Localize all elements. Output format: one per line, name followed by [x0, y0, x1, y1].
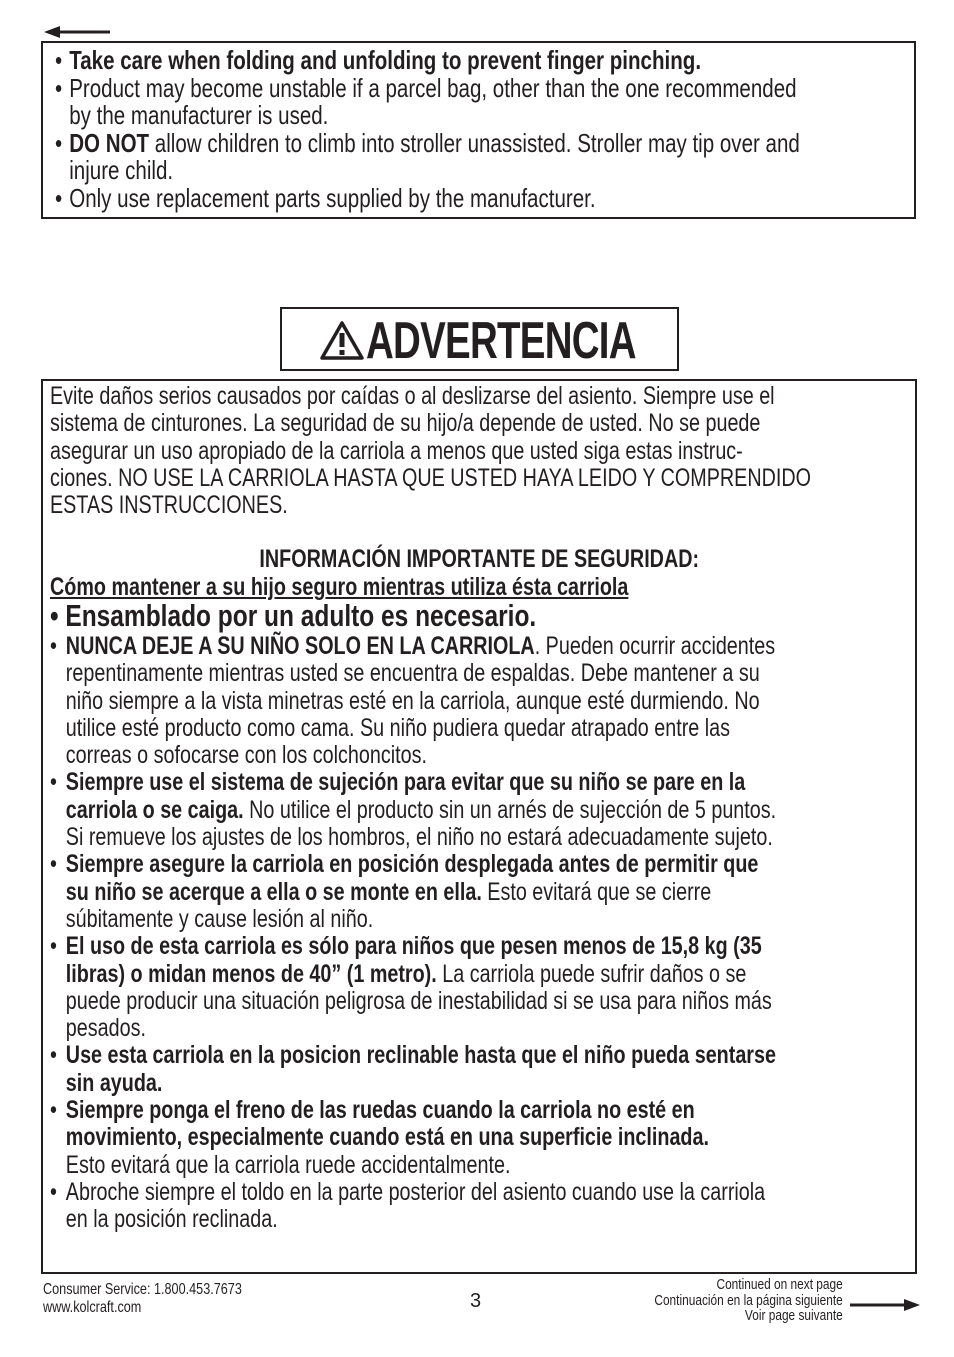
rule-line — [66, 1206, 776, 1233]
rule-text: La carriola puede sufrir daños o se — [436, 959, 747, 988]
intro-line: asegurar un uso apropiado de la carriola a menos que usted siga estas instruc- — [50, 436, 743, 465]
item-bold: Take care when folding and unfolding to prevent finger pinching. — [69, 45, 702, 75]
rule-line — [66, 1015, 776, 1042]
rule-text: Abroche siempre el toldo en la parte posterior del asiento cuando use la carriola — [65, 1177, 766, 1206]
advertencia-heading — [280, 307, 679, 371]
rule-text: en la posición reclinada. — [65, 1205, 278, 1234]
continued-line: Continuación en la página siguiente — [654, 1292, 843, 1309]
item-line — [69, 182, 929, 213]
rule-line — [66, 879, 776, 906]
rule-bold: movimiento, especialmente cuando está en una superficie inclinada. — [65, 1123, 709, 1152]
continued-line: Voir page suivante — [745, 1308, 843, 1324]
rule-line — [66, 906, 776, 933]
intro-line: Evite daños serios causados por caídas o al deslizarse del asiento. Siempre use el — [50, 382, 775, 410]
intro-line: ciones. NO USE LA CARRIOLA HASTA QUE USTED HAYA LEIDO Y COMPRENDIDO — [50, 463, 811, 492]
intro-line: ESTAS INSTRUCCIONES. — [50, 491, 288, 520]
rule-line — [66, 933, 776, 960]
rule-text: niño siempre a la vista minetras esté en la carriola, aunque esté durmiendo. No — [65, 686, 760, 715]
rule-line — [66, 824, 776, 851]
consumer-service: Consumer Service: 1.800.453.7673 — [43, 1281, 242, 1298]
continued-line: Continued on next page — [716, 1277, 843, 1293]
heading-title: ADVERTENCIA — [366, 312, 636, 370]
main-warning-box — [41, 379, 917, 1274]
rule-bold: NUNCA DEJE A SU NIÑO SOLO EN LA CARRIOLA — [65, 632, 535, 660]
top-warning-box — [41, 41, 916, 219]
rule-line — [66, 1124, 776, 1151]
rule-text: Esto evitará que se cierre — [481, 877, 712, 906]
item-line — [69, 47, 929, 75]
top-warning-item — [55, 127, 929, 185]
intro-line: sistema de cinturones. La seguridad de su hijo/a depende de usted. No se puede — [50, 409, 761, 438]
rule-bold: libras) o midan menos de 40” (1 metro). — [65, 959, 437, 988]
rule-text: . Pueden ocurrir accidentes — [534, 632, 776, 660]
bullet-icon: • — [50, 1041, 57, 1070]
rule-line — [66, 797, 776, 824]
rule-bold: sin ayuda. — [65, 1068, 163, 1097]
top-warning-list — [55, 47, 915, 212]
rule-bold: Siempre use el sistema de sujeción para evitar que su niño se pare en la — [65, 768, 746, 797]
rule-bold: Siempre asegure la carriola en posición desplegada antes de permitir que — [65, 850, 759, 879]
bullet-icon: • — [50, 768, 57, 797]
item-bold: DO NOT — [69, 127, 150, 158]
rule-text: No utilice el producto sin un arnés de sujección de 5 puntos. — [243, 795, 777, 824]
bullet-icon: • — [55, 45, 63, 75]
rule-text: Si remueve los ajustes de los hombros, el niño no estará adecuadamente sujeto. — [65, 823, 773, 852]
item-line: injure child. — [69, 155, 174, 185]
rule-line — [66, 1179, 776, 1206]
top-warning-item — [55, 47, 929, 75]
rule-text: Esto evitará que la carriola ruede accidentalmente. — [65, 1150, 511, 1179]
item-text: allow children to climb into stroller unassisted. Stroller may tip over and — [149, 127, 800, 158]
rule-line — [66, 1042, 776, 1069]
rule-line — [66, 988, 776, 1015]
safety-rule — [50, 1042, 776, 1097]
bullet-icon: • — [50, 632, 57, 660]
rule-line — [66, 633, 776, 660]
rule-text: utilice esté producto como cama. Su niño pudiera quedar atrapado entre las — [65, 713, 731, 742]
assembly-note: • Ensamblado por un adulto es necesario. — [50, 598, 537, 633]
bullet-icon: • — [50, 932, 57, 961]
item-text: Product may become unstable if a parcel bag, other than the one recommended — [69, 72, 797, 103]
safety-rules-list — [50, 633, 776, 1234]
item-line: by the manufacturer is used. — [69, 100, 329, 130]
left-arrow-icon — [44, 24, 110, 40]
rule-line — [66, 660, 776, 687]
safety-rule — [50, 1097, 776, 1179]
safety-rule — [50, 633, 776, 769]
safety-rule — [50, 769, 776, 851]
rule-text: repentinamente mientras usted se encuentra de espaldas. Debe mantener a su — [65, 659, 760, 688]
rule-text: correas o sofocarse con los colchoncitos. — [65, 741, 427, 770]
info-subtitle: Cómo mantener a su hijo seguro mientras utiliza ésta carriola — [50, 573, 629, 601]
bullet-icon: • — [50, 1096, 57, 1125]
safety-rule — [50, 933, 776, 1042]
bullet-icon: • — [55, 127, 63, 158]
rule-line — [66, 1097, 776, 1124]
page-number: 3 — [470, 1290, 482, 1312]
item-line — [69, 127, 929, 158]
top-warning-item — [55, 72, 929, 130]
rule-line — [66, 961, 776, 988]
rule-bold: carriola o se caiga. — [65, 795, 244, 824]
bullet-icon: • — [50, 1177, 57, 1206]
safety-rule — [50, 1179, 776, 1234]
continued-note — [613, 1278, 843, 1325]
rule-line — [66, 742, 776, 769]
rule-bold: Use esta carriola en la posicion reclinable hasta que el niño pueda sentarse — [65, 1041, 776, 1070]
rule-text: súbitamente y cause lesión al niño. — [65, 904, 374, 933]
footer-contact — [43, 1281, 242, 1317]
rule-line — [66, 1070, 776, 1097]
info-title: INFORMACIÓN IMPORTANTE DE SEGURIDAD: — [259, 545, 699, 573]
bullet-icon: • — [55, 182, 63, 213]
rule-text: puede producir una situación peligrosa de inestabilidad si se usa para niños más — [65, 986, 772, 1015]
rule-line — [66, 769, 776, 796]
rule-line — [66, 688, 776, 715]
rule-bold: Siempre ponga el freno de las ruedas cuando la carriola no esté en — [65, 1096, 695, 1125]
bullet-icon: • — [50, 850, 57, 879]
website-link[interactable]: www.kolcraft.com — [43, 1299, 142, 1316]
bullet-icon: • — [55, 72, 63, 103]
rule-line — [66, 1152, 776, 1179]
rule-line — [66, 851, 776, 878]
item-text: Only use replacement parts supplied by the manufacturer. — [69, 182, 596, 213]
rule-bold: El uso de esta carriola es sólo para niños que pesen menos de 15,8 kg (35 — [65, 932, 762, 961]
right-arrow-icon — [850, 1297, 920, 1313]
intro-paragraph — [50, 383, 811, 519]
rule-bold: su niño se acerque a ella o se monte en ella. — [65, 877, 482, 906]
item-line — [69, 72, 929, 103]
warning-triangle-icon — [320, 321, 364, 360]
top-warning-item — [55, 182, 929, 213]
rule-line — [66, 715, 776, 742]
rule-text: pesados. — [65, 1014, 146, 1043]
safety-rule — [50, 851, 776, 933]
